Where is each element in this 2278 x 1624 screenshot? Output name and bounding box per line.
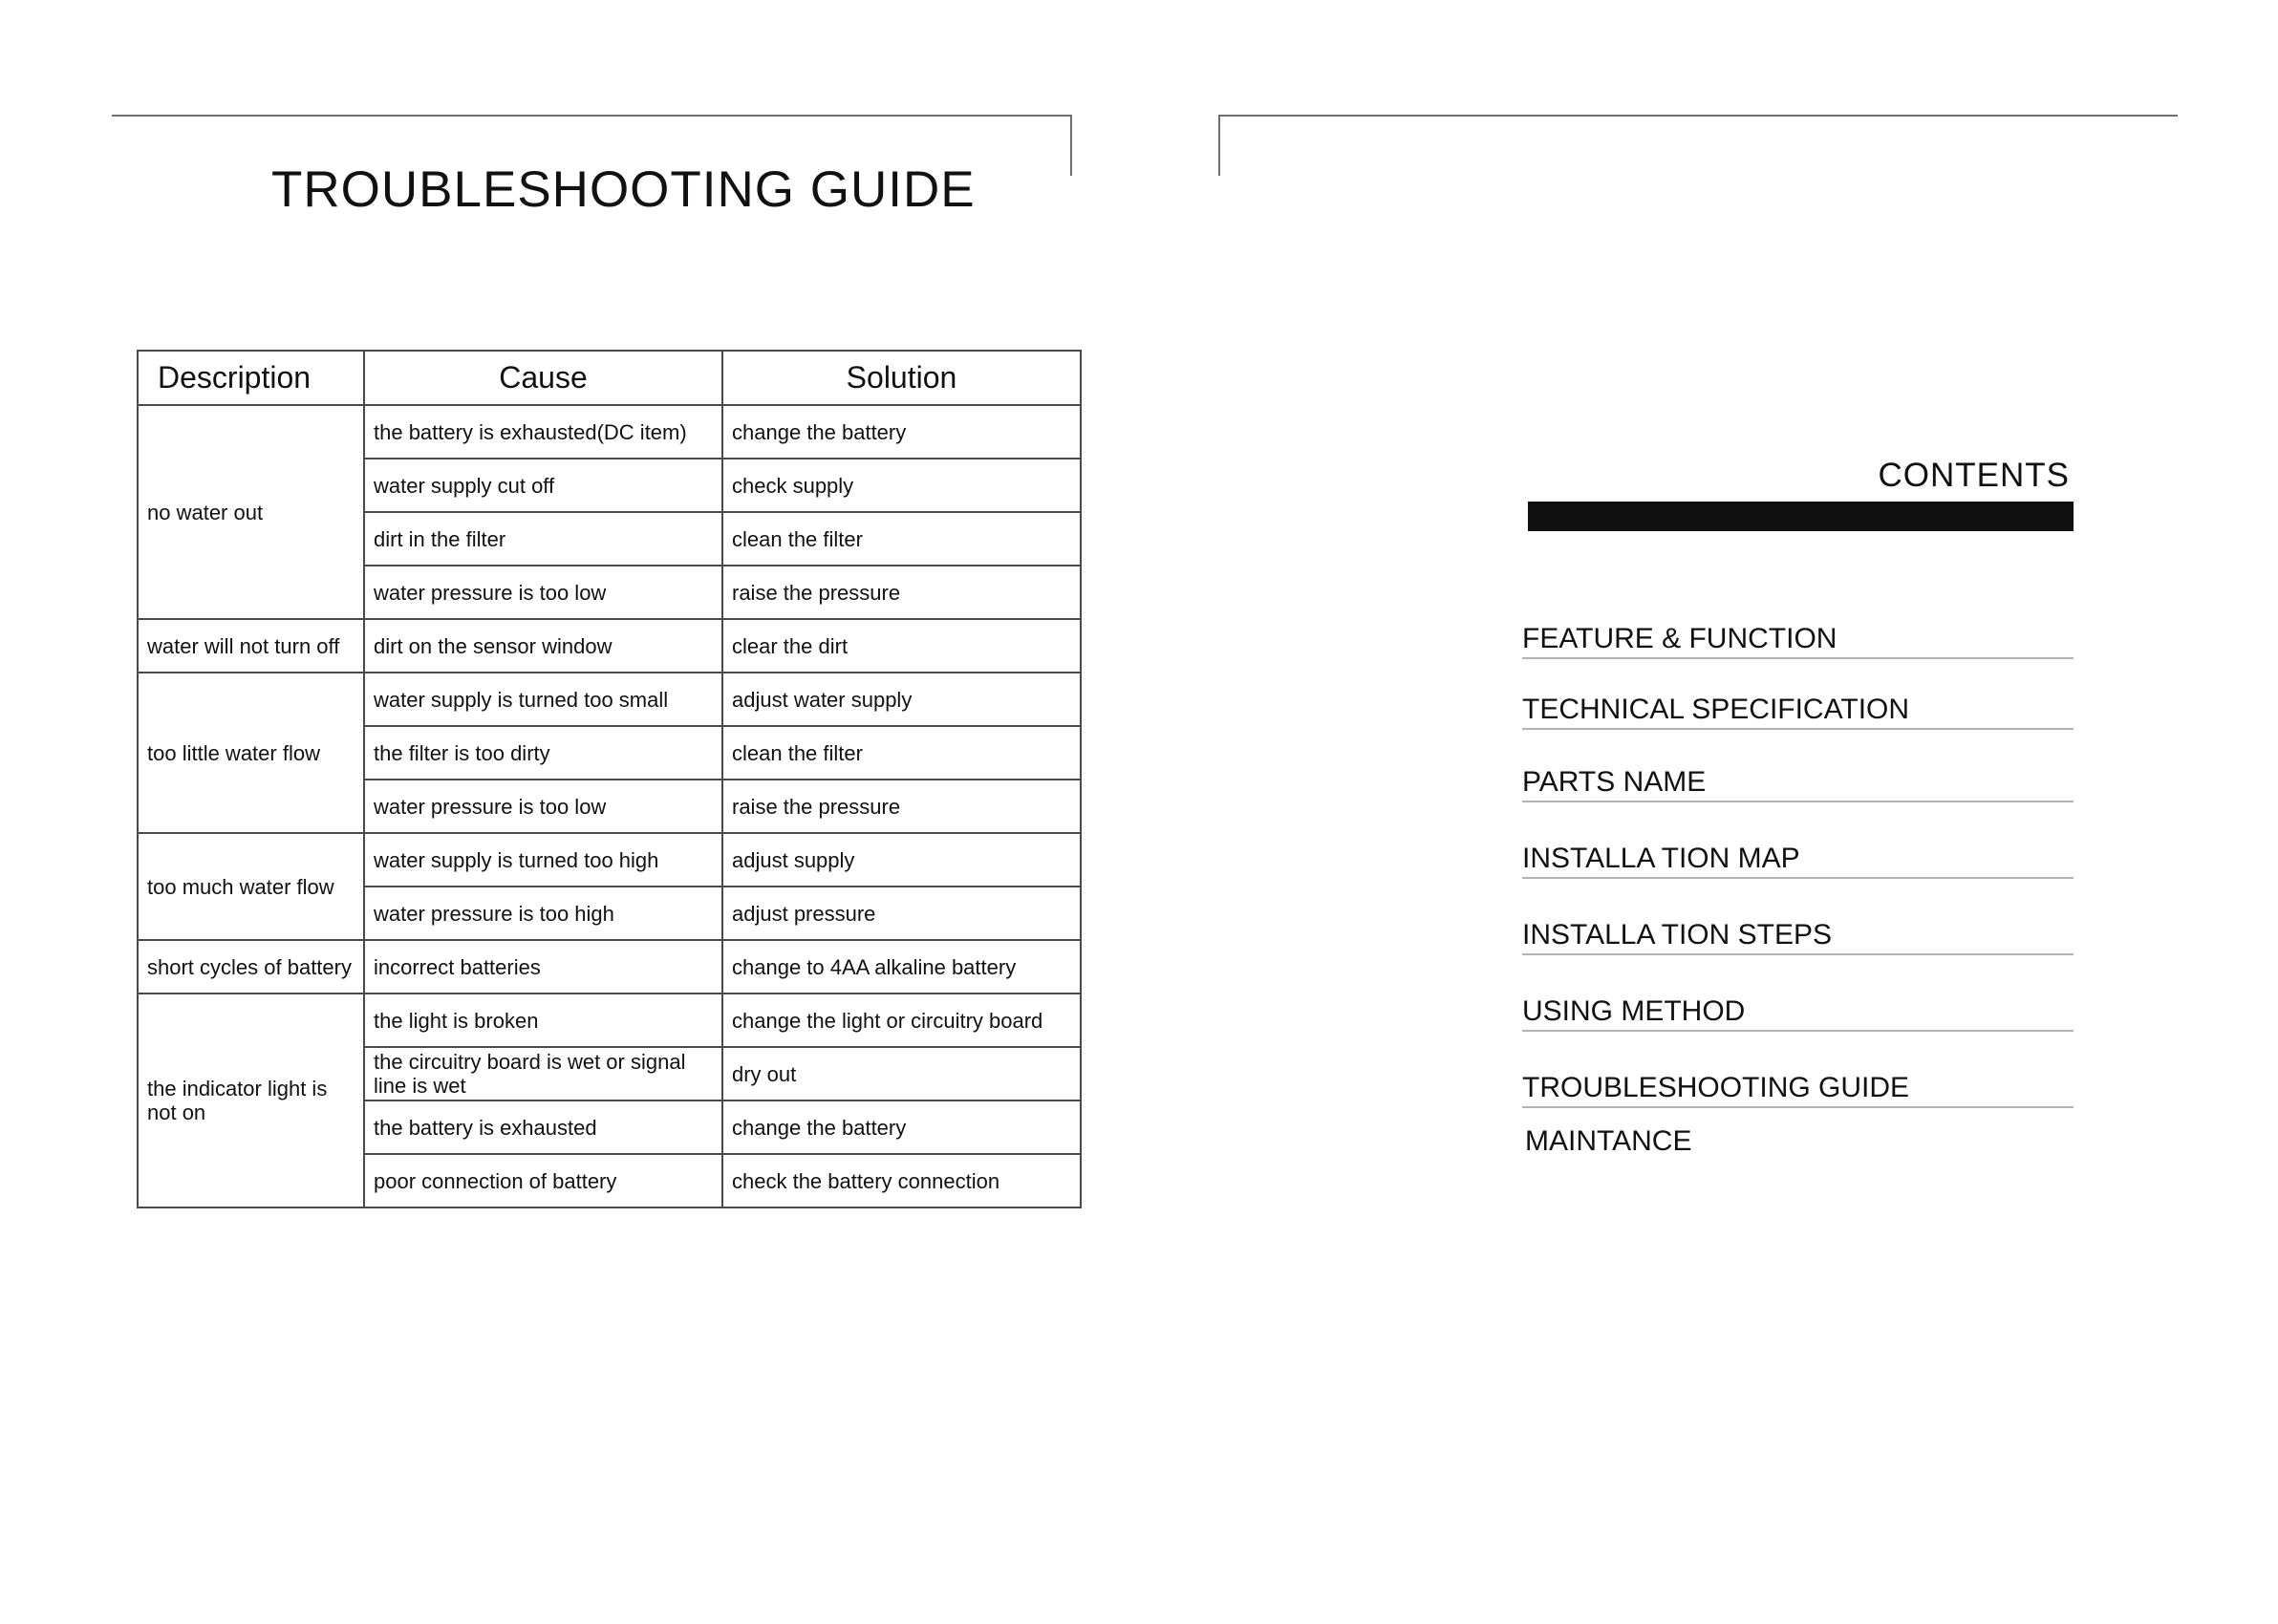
cause-cell: water supply is turned too high [364,833,722,887]
toc-divider [1522,877,2074,879]
solution-cell: adjust supply [722,833,1081,887]
cause-cell: dirt in the filter [364,512,722,566]
left-page-corner-rule [1070,115,1072,176]
toc-item-installation-map[interactable] [1522,831,2074,879]
cause-cell: the circuitry board is wet or signal line is wet [364,1047,722,1100]
table-row [138,673,1081,726]
toc-item-feature-function[interactable] [1522,611,2074,659]
cause-cell: water pressure is too high [364,887,722,940]
table-row [138,833,1081,887]
solution-cell: raise the pressure [722,780,1081,833]
solution-cell: clean the filter [722,726,1081,780]
toc-item-label: FEATURE & FUNCTION [1522,623,1837,654]
solution-cell: check the battery connection [722,1154,1081,1207]
description-cell: too little water flow [138,673,364,833]
solution-cell: change to 4AA alkaline battery [722,940,1081,994]
column-header-description: Description [138,351,364,405]
cause-cell: incorrect batteries [364,940,722,994]
toc-item-using-method[interactable] [1522,984,2074,1032]
toc-divider [1522,657,2074,659]
description-cell: no water out [138,405,364,619]
contents-heading: CONTENTS [1878,457,2070,494]
solution-cell: adjust pressure [722,887,1081,940]
toc-item-label: USING METHOD [1522,995,1746,1027]
cause-cell: poor connection of battery [364,1154,722,1207]
contents-bar [1528,502,2074,531]
toc-item-label: INSTALLA TION MAP [1522,843,1800,874]
solution-cell: change the battery [722,405,1081,459]
solution-cell: change the battery [722,1100,1081,1154]
toc-item-technical-specification[interactable] [1522,682,2074,730]
cause-cell: the battery is exhausted(DC item) [364,405,722,459]
toc-item-parts-name[interactable] [1522,755,2074,802]
cause-cell: the light is broken [364,994,722,1047]
cause-cell: water supply cut off [364,459,722,512]
description-cell: short cycles of battery [138,940,364,994]
cause-cell: water pressure is too low [364,566,722,619]
toc-divider [1522,728,2074,730]
column-header-solution: Solution [722,351,1081,405]
column-header-cause: Cause [364,351,722,405]
solution-cell: clean the filter [722,512,1081,566]
page-title: TROUBLESHOOTING GUIDE [271,161,976,218]
toc-item-label: MAINTANCE [1525,1125,1692,1157]
toc-item-label: TROUBLESHOOTING GUIDE [1522,1072,1910,1103]
toc-divider [1522,1030,2074,1032]
description-cell: the indicator light is not on [138,994,364,1207]
table-row [138,940,1081,994]
solution-cell: check supply [722,459,1081,512]
cause-cell: dirt on the sensor window [364,619,722,673]
left-page-top-rule [112,115,1072,117]
cause-cell: water supply is turned too small [364,673,722,726]
toc-item-installation-steps[interactable] [1522,908,2074,955]
toc-divider [1522,1106,2074,1108]
toc-item-label: INSTALLA TION STEPS [1522,919,1832,951]
description-cell: too much water flow [138,833,364,940]
toc-divider [1522,953,2074,955]
cause-cell: the battery is exhausted [364,1100,722,1154]
toc-divider [1522,801,2074,802]
solution-cell: change the light or circuitry board [722,994,1081,1047]
cause-cell: water pressure is too low [364,780,722,833]
right-page-corner-rule [1218,115,1220,176]
table-header-row [138,351,1081,405]
troubleshooting-table [137,350,1082,1208]
cause-cell: the filter is too dirty [364,726,722,780]
table-row [138,619,1081,673]
toc-item-troubleshooting-guide[interactable] [1522,1060,2074,1108]
table-row [138,405,1081,459]
solution-cell: adjust water supply [722,673,1081,726]
solution-cell: clear the dirt [722,619,1081,673]
solution-cell: raise the pressure [722,566,1081,619]
toc-item-maintance[interactable] [1525,1114,2076,1162]
toc-item-label: PARTS NAME [1522,766,1707,798]
table-row [138,994,1081,1047]
description-cell: water will not turn off [138,619,364,673]
right-page-top-rule [1218,115,2178,117]
toc-item-label: TECHNICAL SPECIFICATION [1522,694,1910,725]
solution-cell: dry out [722,1047,1081,1100]
